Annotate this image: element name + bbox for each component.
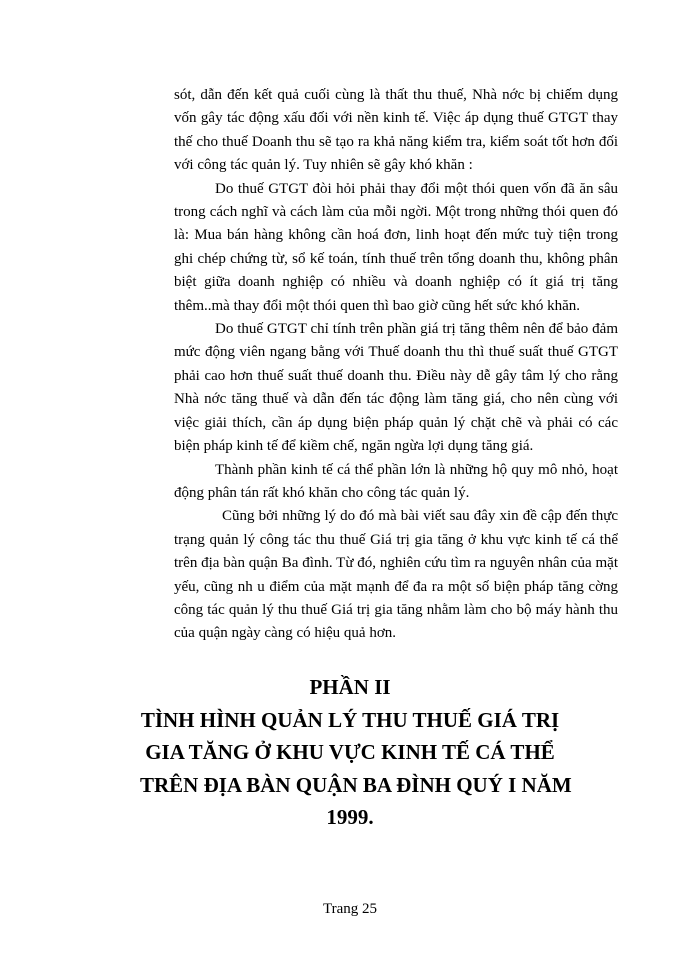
heading-title-line-4: 1999. — [326, 805, 374, 829]
heading-part-number: PHẦN II — [309, 675, 391, 699]
heading-title-line-2: GIA TĂNG Ở KHU VỰC KINH TẾ CÁ THỂ — [145, 740, 555, 764]
paragraph-purpose: Cũng bởi những lý do đó mà bài viết sau đây xin đề cập đến thực trạng quản lý công tác thu thuế Giá trị gia tăng ở khu vực kinh tế cá thể trên địa bàn quận Ba đình. Từ đó, nghiên cứu tìm ra nguyên nhân của mặt yếu, cũng nh u điểm của mặt mạnh để đa ra một số biện pháp tăng cờng công tác quản lý thu thuế Giá trị gia tăng nhằm làm cho bộ máy hành thu của quận ngày càng có hiệu quả hơn. — [174, 508, 618, 642]
heading-title-line-3: TRÊN ĐỊA BÀN QUẬN BA ĐÌNH QUÝ I NĂM — [140, 772, 572, 797]
paragraph-tax-rate: Do thuế GTGT chỉ tính trên phần giá trị tăng thêm nên để bảo đảm mức động viên ngang bằng với Thuế doanh thu thì thuế suất thuế GTGT phải cao hơn thuế suất thuế doanh thu. Điều này dễ gây tâm lý cho rằng Nhà nớc tăng thuế và dẫn đến tác động làm tăng giá, cho nên cùng với việc giải thích, cần áp dụng biện pháp quản lý chặt chẽ và phải có các biện pháp kinh tế để kiềm chế, ngăn ngừa lợi dụng tăng giá. — [174, 321, 618, 455]
body-text — [174, 84, 618, 646]
paragraph-continuation: sót, dẫn đến kết quả cuối cùng là thất thu thuế, Nhà nớc bị chiếm dụng vốn gây tác động xấu đối với nền kinh tế. Việc áp dụng thuế GTGT thay thế cho thuế Doanh thu sẽ tạo ra khả năng kiểm tra, kiểm soát tốt hơn đối với công tác quản lý. Tuy nhiên sẽ gây khó khăn : — [174, 87, 618, 174]
paragraph-habit-change: Do thuế GTGT đòi hỏi phải thay đổi một thói quen vốn đã ăn sâu trong cách nghĩ và cách làm của mỗi ngời. Một trong những thói quen đó là: Mua bán hàng không cần hoá đơn, linh hoạt đến mức tuỳ tiện trong ghi chép chứng từ, sổ kế toán, tính thuế trên tổng doanh thu, không phân biệt giữa doanh nghiệp có nhiều và doanh nghiệp có ít giá trị tăng thêm..mà thay đổi một thói quen thì bao giờ cũng hết sức khó khăn. — [174, 180, 618, 314]
heading-title-line-1: TÌNH HÌNH QUẢN LÝ THU THUẾ GIÁ TRỊ — [140, 707, 560, 732]
paragraph-individual-sector: Thành phần kinh tế cá thể phần lớn là những hộ quy mô nhỏ, hoạt động phân tán rất khó khăn cho công tác quản lý. — [174, 461, 618, 501]
section-heading — [140, 671, 572, 834]
page-number: Trang 25 — [322, 901, 378, 917]
